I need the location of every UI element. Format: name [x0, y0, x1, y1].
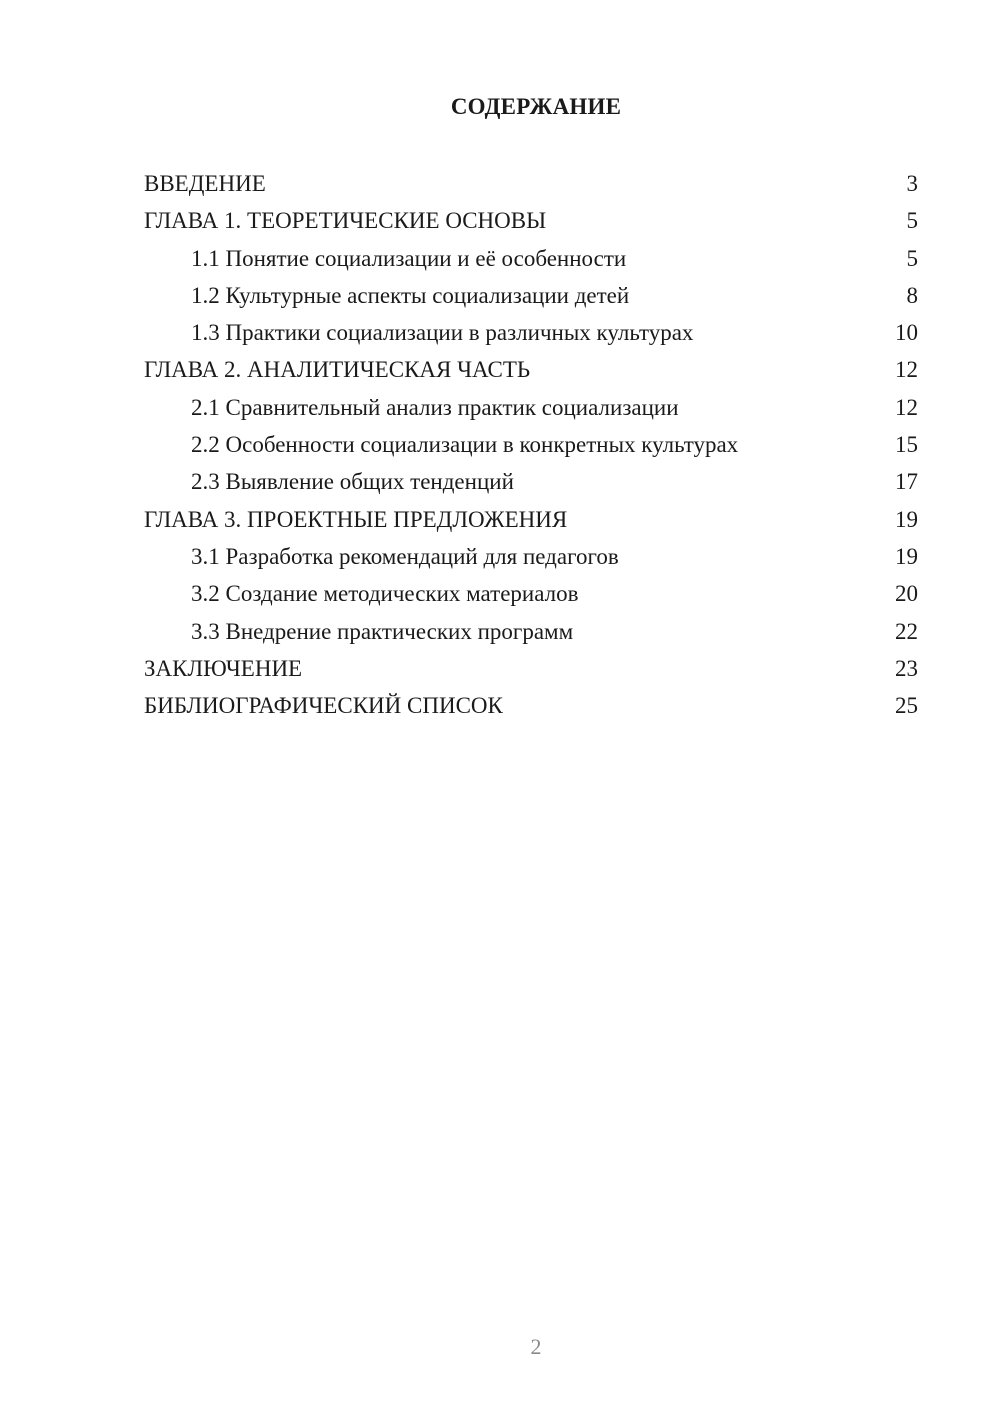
toc-entry-page: 5 [906, 208, 918, 234]
toc-subentry-page: 19 [895, 543, 918, 569]
toc-subentry [144, 615, 918, 652]
toc-subentry-label: 2.1 Сравнительный анализ практик социализации [191, 394, 679, 420]
toc-entry-label: ЗАКЛЮЧЕНИЕ [144, 655, 303, 681]
toc-title: СОДЕРЖАНИЕ [450, 94, 622, 119]
toc-subentry [144, 242, 918, 279]
table-of-contents [144, 167, 918, 726]
toc-entry-label: ВВЕДЕНИЕ [144, 171, 266, 196]
toc-entry-page: 19 [895, 506, 918, 532]
toc-subentry-label: 1.2 Культурные аспекты социализации детей [191, 282, 630, 308]
toc-subentry [144, 540, 918, 577]
toc-subentry-label: 2.2 Особенности социализации в конкретных культурах [191, 432, 739, 458]
toc-entry [144, 353, 918, 390]
toc-entry-label: ГЛАВА 1. ТЕОРЕТИЧЕСКИЕ ОСНОВЫ [144, 208, 547, 234]
toc-subentry-label: 3.2 Создание методических материалов [191, 581, 579, 607]
toc-entry-page: 25 [895, 693, 918, 719]
toc-subentry-label: 2.3 Выявление общих тенденций [191, 469, 514, 495]
toc-entry-page: 3 [906, 171, 918, 196]
toc-entry [144, 167, 918, 204]
toc-entry-page: 23 [895, 655, 918, 681]
toc-entry [144, 503, 918, 540]
toc-subentry [144, 465, 918, 502]
toc-subentry [144, 279, 918, 316]
toc-subentry-page: 8 [906, 282, 918, 308]
toc-entry-label: ГЛАВА 3. ПРОЕКТНЫЕ ПРЕДЛОЖЕНИЯ [144, 506, 568, 532]
toc-subentry-page: 22 [895, 618, 918, 644]
toc-subentry-page: 17 [895, 469, 918, 495]
toc-subentry-label: 1.1 Понятие социализации и её особенности [191, 245, 627, 271]
toc-subentry [144, 428, 918, 465]
toc-subentry-page: 12 [895, 394, 918, 420]
toc-subentry-label: 3.1 Разработка рекомендаций для педагогов [191, 543, 619, 569]
toc-subentry [144, 391, 918, 428]
toc-entry [144, 204, 918, 241]
toc-subentry-page: 15 [895, 432, 918, 458]
toc-entry-page: 12 [895, 357, 918, 383]
toc-subentry-page: 5 [906, 245, 918, 271]
toc-subentry [144, 316, 918, 353]
toc-entry-label: БИБЛИОГРАФИЧЕСКИЙ СПИСОК [144, 693, 503, 719]
toc-subentry-label: 3.3 Внедрение практических программ [191, 618, 574, 644]
toc-subentry-page: 10 [895, 320, 918, 346]
toc-entry [144, 689, 918, 726]
page-number: 2 [530, 1334, 542, 1359]
toc-entry-label: ГЛАВА 2. АНАЛИТИЧЕСКАЯ ЧАСТЬ [144, 357, 531, 383]
toc-subentry [144, 577, 918, 614]
toc-subentry-label: 1.3 Практики социализации в различных культурах [191, 320, 694, 346]
toc-subentry-page: 20 [895, 581, 918, 607]
toc-entry [144, 652, 918, 689]
